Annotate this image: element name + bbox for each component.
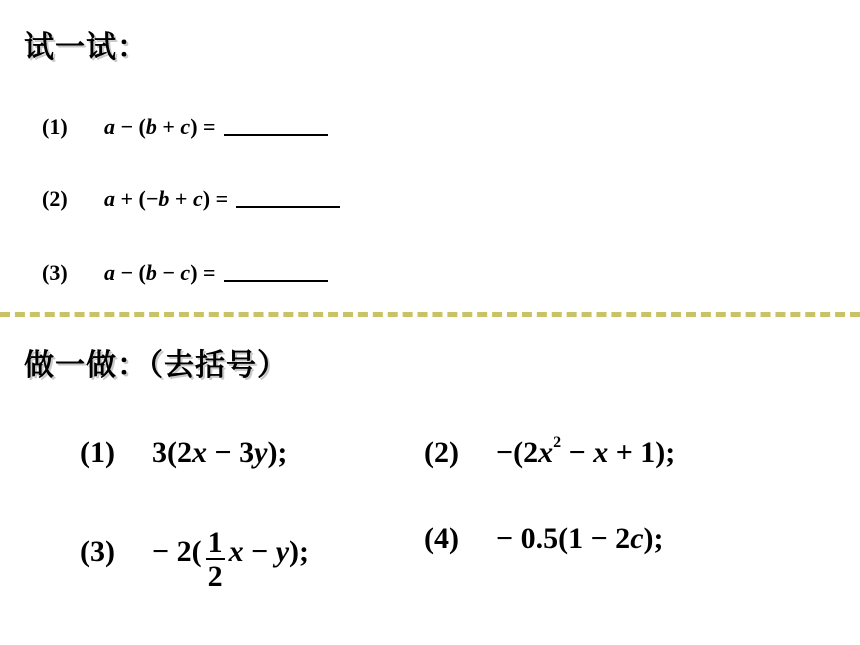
expression — [104, 114, 216, 140]
operator: − — [120, 260, 134, 285]
paren-close: ) — [190, 260, 198, 285]
paren-close: ) — [190, 114, 198, 139]
var-a: a — [104, 114, 115, 139]
problem-4 — [424, 522, 664, 556]
expression: 3(2x − 3y); — [152, 436, 288, 469]
equals: = — [215, 186, 229, 211]
paren-open: ( — [138, 260, 146, 285]
var-c: c — [630, 522, 644, 555]
expression: − 0.5(1 − 2c); — [496, 522, 664, 555]
var-x: x — [228, 534, 244, 568]
paren-open: ( — [138, 114, 146, 139]
paren-open: (− — [138, 186, 159, 211]
var-c: c — [180, 114, 191, 139]
operator: − — [120, 114, 134, 139]
var-x: x — [593, 436, 609, 469]
var-y: y — [275, 534, 290, 568]
var-a: a — [104, 260, 115, 285]
answer-blank — [236, 205, 340, 208]
expression — [104, 186, 228, 212]
exercise-number: (3) — [42, 260, 68, 285]
problem-2 — [424, 436, 675, 470]
section-title-try: 试一试： — [24, 30, 148, 65]
problem-number: (3) — [80, 534, 115, 568]
var-b: b — [158, 186, 170, 211]
problem-3 — [80, 522, 310, 593]
var-a: a — [104, 186, 115, 211]
expression: $-(2x^2 - x + 1)$; — [496, 434, 676, 469]
var-c: c — [192, 186, 203, 211]
var-x: x — [538, 436, 554, 469]
operator: − — [162, 260, 175, 285]
var-b: b — [145, 260, 157, 285]
exercise-3 — [42, 260, 328, 286]
problem-number: (2) — [424, 436, 459, 469]
exercise-number: (2) — [42, 186, 68, 211]
section-divider — [0, 312, 860, 317]
exponent: 2 — [553, 434, 562, 451]
operator: + — [174, 186, 188, 211]
numerator: 1 — [207, 526, 223, 559]
answer-blank — [224, 279, 328, 282]
expression: − 2( $\frac{1}{2}$ x − y); — [152, 526, 310, 593]
equals: = — [203, 260, 216, 285]
operator: + — [120, 186, 134, 211]
var-y: y — [254, 436, 268, 469]
problem-number: (4) — [424, 522, 459, 555]
paren-close: ) — [202, 186, 211, 211]
problem-1 — [80, 436, 287, 470]
section-title-do: 做一做：（去括号） — [24, 348, 288, 383]
equals: = — [203, 114, 216, 139]
operator: + — [162, 114, 175, 139]
exercise-1 — [42, 114, 328, 140]
exercise-number: (1) — [42, 114, 68, 139]
denominator: 2 — [207, 560, 223, 593]
var-c: c — [180, 260, 191, 285]
problem-number: (1) — [80, 436, 115, 469]
answer-blank — [224, 133, 328, 136]
var-x: x — [192, 436, 207, 469]
exercise-2 — [42, 186, 340, 212]
var-b: b — [145, 114, 157, 139]
expression — [104, 260, 216, 286]
fraction — [206, 528, 225, 592]
